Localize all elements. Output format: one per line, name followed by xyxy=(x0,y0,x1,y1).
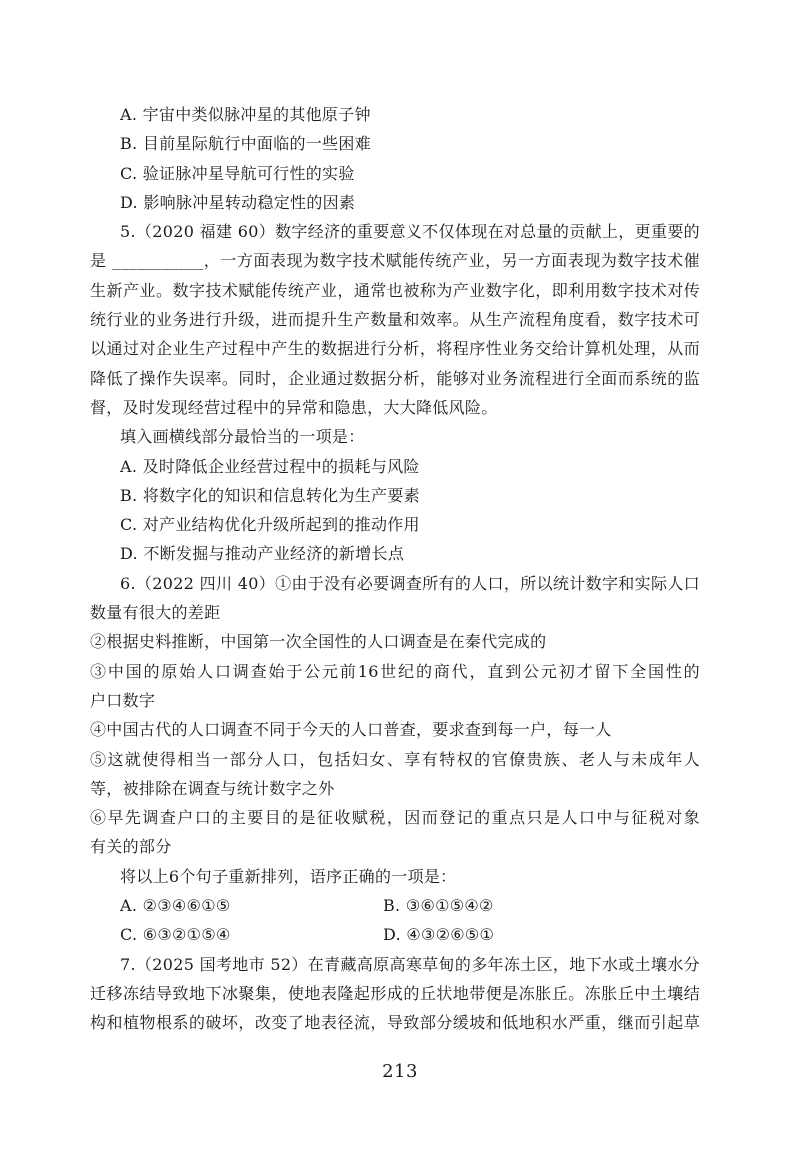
q6-option-b: B. ③⑥①⑤④② xyxy=(383,896,494,916)
q5-stem-line: 是 ___________，一方面表现为数字技术赋能传统产业，另一方面表现为数字技术催 xyxy=(90,251,700,271)
q6-stem-line: 6.（2022 四川 40）①由于没有必要调查所有的人口，所以统计数字和实际人口 xyxy=(120,573,700,593)
q5-option-c: C. 对产业结构优化升级所起到的推动作用 xyxy=(120,515,420,535)
q7-stem-line: 迁移冻结导致地下冰聚集，使地表隆起形成的丘状地带便是冻胀丘。冻胀丘中土壤结 xyxy=(90,983,700,1003)
q5-prompt: 填入画横线部分最恰当的一项是： xyxy=(120,427,365,447)
q4-option-d: D. 影响脉冲星转动稳定性的因素 xyxy=(120,192,356,212)
q6-sentence-3: ③中国的原始人口调查始于公元前16世纪的商代，直到公元初才留下全国性的 xyxy=(90,661,700,681)
q5-option-b: B. 将数字化的知识和信息转化为生产要素 xyxy=(120,485,420,505)
page-number: 213 xyxy=(382,1061,418,1082)
q5-stem-line: 5.（2020 福建 60）数字经济的重要意义不仅体现在对总量的贡献上，更重要的 xyxy=(120,222,700,242)
q6-sentence-6-cont: 有关的部分 xyxy=(90,837,172,857)
q6-option-c: C. ⑥③②①⑤④ xyxy=(120,925,231,945)
q6-stem-line: 数量有很大的差距 xyxy=(90,603,221,623)
q6-sentence-3-cont: 户口数字 xyxy=(90,690,156,710)
q5-stem-line: 督，及时发现经营过程中的异常和隐患，大大降低风险。 xyxy=(90,397,498,417)
q6-option-a: A. ②③④⑥①⑤ xyxy=(120,896,231,916)
q5-stem-line: 统行业的业务进行升级，进而提升生产数量和效率。从生产流程角度看，数字技术可 xyxy=(90,310,700,330)
q5-stem-line: 生新产业。数字技术赋能传统产业，通常也被称为产业数字化，即利用数字技术对传 xyxy=(90,280,700,300)
q6-sentence-5: ⑤这就使得相当一部分人口，包括妇女、享有特权的官僚贵族、老人与未成年人 xyxy=(90,749,700,769)
q4-option-c: C. 验证脉冲星导航可行性的实验 xyxy=(120,163,355,183)
q5-option-a: A. 及时降低企业经营过程中的损耗与风险 xyxy=(120,456,420,476)
q4-option-a: A. 宇宙中类似脉冲星的其他原子钟 xyxy=(120,105,371,124)
q7-stem-line: 构和植物根系的破坏，改变了地表径流，导致部分缓坡和低地积水严重，继而引起草 xyxy=(90,1013,700,1033)
q5-stem-line: 以通过对企业生产过程中产生的数据进行分析，将程序性业务交给计算机处理，从而 xyxy=(90,339,700,359)
page-body xyxy=(90,100,700,1038)
q6-options-row-2 xyxy=(90,920,700,949)
q4-option-b: B. 目前星际航行中面临的一些困难 xyxy=(120,134,372,154)
q6-options-row-1 xyxy=(90,891,700,920)
q7-stem-line: 7.（2025 国考地市 52）在青藏高原高寒草甸的多年冻土区，地下水或土壤水分 xyxy=(120,954,700,974)
q6-sentence-6: ⑥早先调查户口的主要目的是征收赋税，因而登记的重点只是人口中与征税对象 xyxy=(90,808,700,828)
q6-option-d: D. ④③②⑥⑤① xyxy=(383,925,495,945)
q5-stem-line: 降低了操作失误率。同时，企业通过数据分析，能够对业务流程进行全面而系统的监 xyxy=(90,368,700,388)
q5-option-d: D. 不断发掘与推动产业经济的新增长点 xyxy=(120,544,405,564)
q6-sentence-5-cont: 等，被排除在调查与统计数字之外 xyxy=(90,778,335,798)
q6-sentence-2: ②根据史料推断，中国第一次全国性的人口调查是在秦代完成的 xyxy=(90,632,547,652)
q6-sentence-4: ④中国古代的人口调查不同于今天的人口普查，要求查到每一户，每一人 xyxy=(90,720,612,740)
q6-prompt: 将以上6个句子重新排列，语序正确的一项是： xyxy=(120,866,457,886)
